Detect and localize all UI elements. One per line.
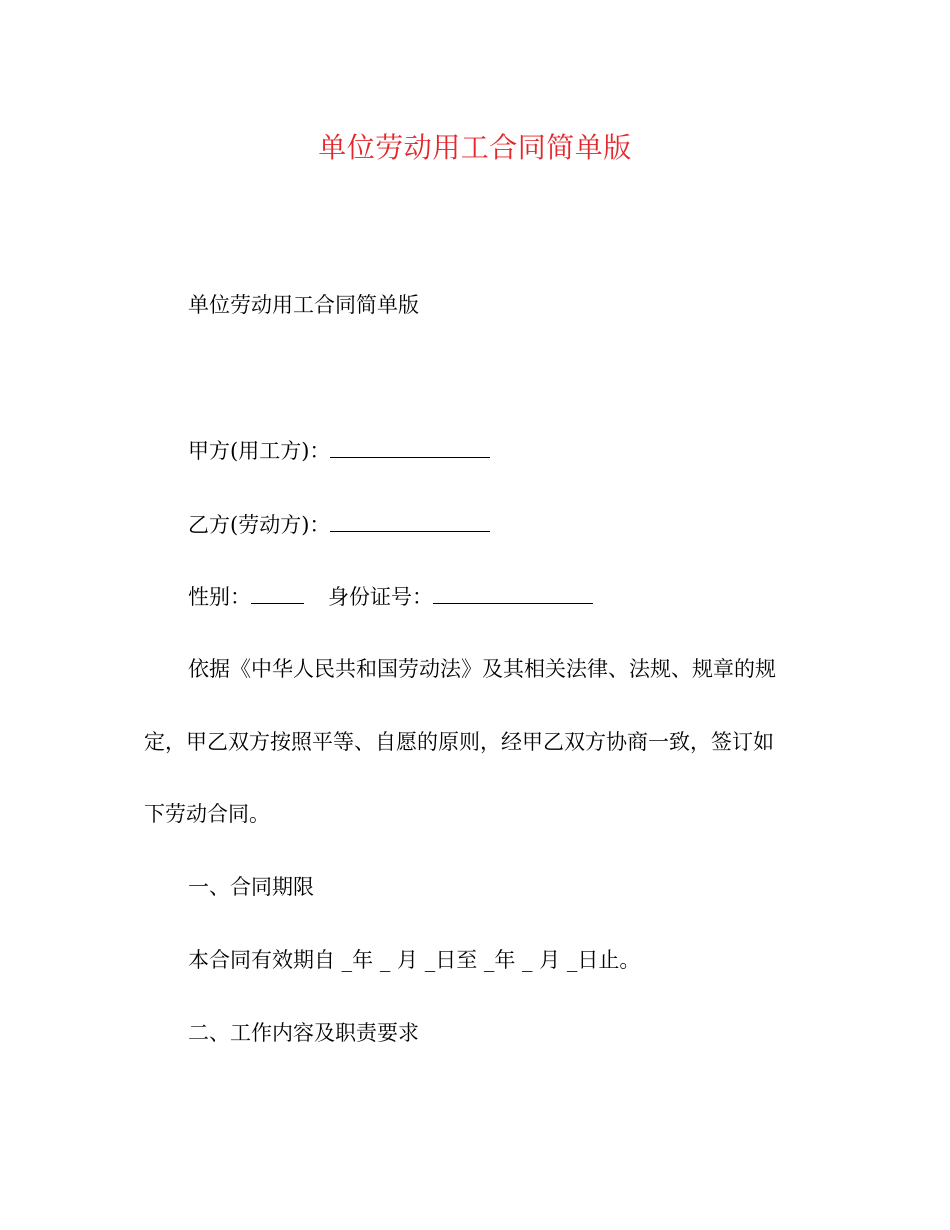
gender-id-row — [188, 582, 593, 612]
document-subtitle: 单位劳动用工合同简单版 — [188, 293, 419, 317]
intro-line-3: 下劳动合同。 — [144, 802, 270, 826]
id-blank — [433, 583, 593, 604]
party-a-label: 甲方(用工方)： — [188, 439, 331, 463]
party-b-row — [188, 510, 490, 540]
document-title: 单位劳动用工合同简单版 — [318, 131, 632, 164]
party-b-blank — [330, 511, 490, 532]
party-b-label: 乙方(劳动方)： — [188, 513, 331, 537]
gender-label: 性别： — [188, 585, 251, 609]
section1-text: 本合同有效期自 _年 _ 月 _日至 _年 _ 月 _日止。 — [188, 948, 641, 972]
intro-line-1: 依据《中华人民共和国劳动法》及其相关法律、法规、规章的规 — [188, 657, 776, 681]
section2-heading: 二、工作内容及职责要求 — [188, 1021, 419, 1045]
intro-line-2: 定，甲乙双方按照平等、自愿的原则，经甲乙双方协商一致，签订如 — [144, 730, 774, 754]
section1-heading: 一、合同期限 — [188, 875, 314, 899]
party-a-row — [188, 436, 490, 466]
party-a-blank — [330, 437, 490, 458]
gender-blank — [251, 583, 304, 604]
id-label: 身份证号： — [328, 585, 433, 609]
